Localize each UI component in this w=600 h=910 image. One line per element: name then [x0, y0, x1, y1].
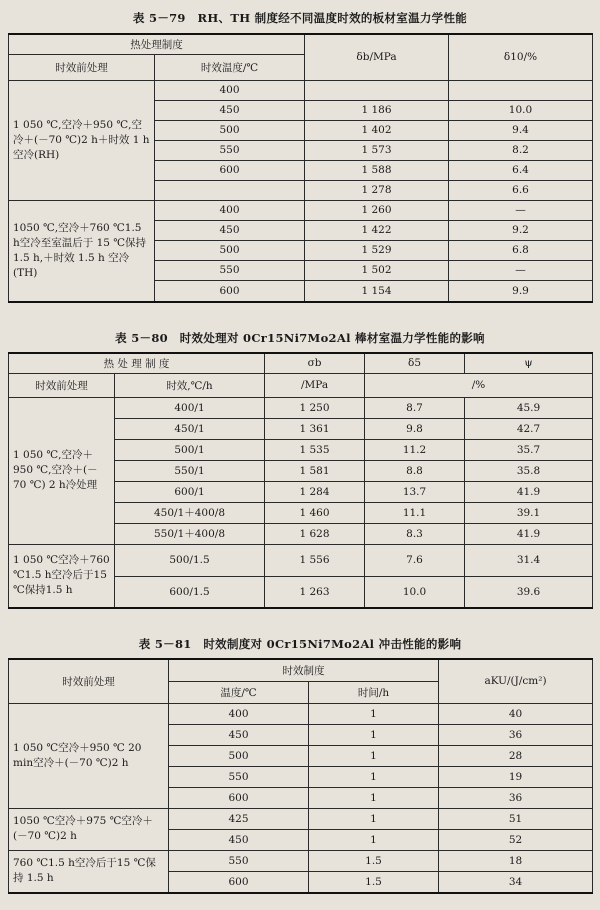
t79-cell-sb [305, 80, 449, 100]
t81-cell-temp: 550 [169, 766, 309, 787]
t80-cell-aging: 600/1 [115, 481, 265, 502]
t79-cell-temp: 550 [155, 140, 305, 160]
t79-cell-temp: 400 [155, 200, 305, 220]
t81-cell-temp: 450 [169, 724, 309, 745]
t81-cell-aku: 40 [439, 703, 593, 724]
t80-group-2: 1 050 ℃空冷＋760 ℃1.5 h空冷后于15 ℃保持1.5 h [9, 544, 115, 608]
t80-cell-aging: 400/1 [115, 397, 265, 418]
t81-cell-aku: 52 [439, 829, 593, 850]
t79-cell-d10: 6.4 [449, 160, 593, 180]
t81-cell-aku: 28 [439, 745, 593, 766]
t81-cell-time: 1.5 [309, 871, 439, 893]
t80-cell-sb: 1 535 [265, 439, 365, 460]
t79-cell-d10: 9.4 [449, 120, 593, 140]
t80-cell-psi: 45.9 [465, 397, 593, 418]
t81-cell-aku: 19 [439, 766, 593, 787]
t81-header-temp: 温度/℃ [169, 681, 309, 703]
t80-cell-d5: 13.7 [365, 481, 465, 502]
t81-cell-temp: 600 [169, 787, 309, 808]
t81-cell-temp: 400 [169, 703, 309, 724]
t79-cell-sb: 1 402 [305, 120, 449, 140]
t80-cell-d5: 7.6 [365, 544, 465, 576]
t79-cell-d10: 9.9 [449, 280, 593, 302]
t79-cell-sb: 1 529 [305, 240, 449, 260]
t79-cell-sb: 1 278 [305, 180, 449, 200]
t80-group-1: 1 050 ℃,空冷＋950 ℃,空冷＋(－70 ℃) 2 h冷处理 [9, 397, 115, 544]
t79-cell-temp: 450 [155, 100, 305, 120]
t80-cell-aging: 450/1 [115, 418, 265, 439]
t80-cell-sb: 1 581 [265, 460, 365, 481]
table-80-caption: 表 5－80 时效处理对 0Cr15Ni7Mo2Al 棒材室温力学性能的影响 [115, 331, 485, 345]
t81-header-time: 时间/h [309, 681, 439, 703]
t80-cell-psi: 42.7 [465, 418, 593, 439]
t79-cell-d10: 6.8 [449, 240, 593, 260]
t81-cell-aku: 36 [439, 724, 593, 745]
t79-group-rh: 1 050 ℃,空冷＋950 ℃,空冷＋(－70 ℃)2 h＋时效 1 h空冷(RH) [9, 80, 155, 200]
t80-cell-psi: 41.9 [465, 481, 593, 502]
t80-cell-aging: 500/1.5 [115, 544, 265, 576]
t80-cell-d5: 11.2 [365, 439, 465, 460]
t79-cell-temp: 550 [155, 260, 305, 280]
t80-cell-d5: 8.8 [365, 460, 465, 481]
t81-header-aku: aKU/(J/cm²) [439, 659, 593, 703]
t81-group-3: 760 ℃1.5 h空冷后于15 ℃保持 1.5 h [9, 850, 169, 893]
table-row [9, 397, 593, 418]
table-81-caption: 表 5－81 时效制度对 0Cr15Ni7Mo2Al 冲击性能的影响 [138, 637, 462, 651]
t79-cell-d10: — [449, 260, 593, 280]
t81-cell-aku: 18 [439, 850, 593, 871]
t81-cell-aku: 51 [439, 808, 593, 829]
t79-cell-d10: 10.0 [449, 100, 593, 120]
t81-cell-time: 1 [309, 724, 439, 745]
t80-cell-sb: 1 284 [265, 481, 365, 502]
t81-cell-time: 1 [309, 703, 439, 724]
t80-cell-sb: 1 556 [265, 544, 365, 576]
table-79-caption: 表 5－79 RH、TH 制度经不同温度时效的板材室温力学性能 [132, 11, 468, 25]
t81-header-aging: 时效制度 [169, 659, 439, 681]
t79-cell-d10: 6.6 [449, 180, 593, 200]
t80-cell-d5: 11.1 [365, 502, 465, 523]
t79-cell-d10: 9.2 [449, 220, 593, 240]
t79-cell-d10 [449, 80, 593, 100]
t80-header-pct: /% [365, 373, 593, 397]
t80-header-sb-unit: /MPa [265, 373, 365, 397]
t79-cell-temp: 500 [155, 120, 305, 140]
t80-cell-d5: 8.7 [365, 397, 465, 418]
t81-group-1: 1 050 ℃空冷＋950 ℃ 20 min空冷＋(－70 ℃)2 h [9, 703, 169, 808]
t81-header-pre: 时效前处理 [9, 659, 169, 703]
t79-cell-d10: — [449, 200, 593, 220]
t80-cell-aging: 600/1.5 [115, 576, 265, 608]
t81-cell-temp: 550 [169, 850, 309, 871]
t79-cell-temp: 500 [155, 240, 305, 260]
t79-cell-sb: 1 502 [305, 260, 449, 280]
t80-cell-psi: 35.8 [465, 460, 593, 481]
t80-header-sb: σb [265, 353, 365, 373]
t79-cell-temp: 400 [155, 80, 305, 100]
t81-group-2: 1050 ℃空冷＋975 ℃空冷＋(－70 ℃)2 h [9, 808, 169, 850]
table-80 [8, 352, 593, 609]
table-row [9, 544, 593, 576]
t79-cell-sb: 1 186 [305, 100, 449, 120]
t80-cell-sb: 1 460 [265, 502, 365, 523]
t81-cell-time: 1.5 [309, 850, 439, 871]
t79-cell-sb: 1 422 [305, 220, 449, 240]
t80-cell-psi: 35.7 [465, 439, 593, 460]
t79-cell-temp: 600 [155, 280, 305, 302]
t80-cell-aging: 500/1 [115, 439, 265, 460]
table-row [9, 703, 593, 724]
t81-cell-time: 1 [309, 787, 439, 808]
t80-cell-d5: 10.0 [365, 576, 465, 608]
t80-cell-aging: 550/1 [115, 460, 265, 481]
t79-cell-sb: 1 573 [305, 140, 449, 160]
t80-cell-d5: 9.8 [365, 418, 465, 439]
t79-header-treatment: 热处理制度 [9, 34, 305, 54]
t80-header-psi: ψ [465, 353, 593, 373]
t79-group-th: 1050 ℃,空冷＋760 ℃1.5 h空冷至室温后于 15 ℃保持1.5 h,＋时效 1.5 h 空冷(TH) [9, 200, 155, 302]
t80-cell-sb: 1 250 [265, 397, 365, 418]
t79-cell-temp [155, 180, 305, 200]
table-row [9, 808, 593, 829]
t80-cell-aging: 550/1＋400/8 [115, 523, 265, 544]
t81-cell-time: 1 [309, 766, 439, 787]
t81-cell-temp: 450 [169, 829, 309, 850]
table-81 [8, 658, 593, 894]
t81-cell-aku: 36 [439, 787, 593, 808]
t79-cell-sb: 1 588 [305, 160, 449, 180]
t79-cell-sb: 1 260 [305, 200, 449, 220]
t81-cell-time: 1 [309, 808, 439, 829]
t79-cell-sb: 1 154 [305, 280, 449, 302]
t81-cell-temp: 600 [169, 871, 309, 893]
t79-cell-temp: 450 [155, 220, 305, 240]
t80-header-aging: 时效,℃/h [115, 373, 265, 397]
t79-header-sb: δb/MPa [305, 34, 449, 80]
t80-header-pre: 时效前处理 [9, 373, 115, 397]
t79-header-pre: 时效前处理 [9, 54, 155, 80]
t80-cell-psi: 39.1 [465, 502, 593, 523]
table-79 [8, 33, 593, 303]
t81-cell-aku: 34 [439, 871, 593, 893]
t80-cell-psi: 41.9 [465, 523, 593, 544]
t80-cell-aging: 450/1＋400/8 [115, 502, 265, 523]
t81-cell-time: 1 [309, 745, 439, 766]
t80-cell-sb: 1 361 [265, 418, 365, 439]
t81-cell-temp: 425 [169, 808, 309, 829]
t81-cell-temp: 500 [169, 745, 309, 766]
t80-header-d5: δ5 [365, 353, 465, 373]
t80-cell-sb: 1 263 [265, 576, 365, 608]
t81-cell-time: 1 [309, 829, 439, 850]
t79-cell-temp: 600 [155, 160, 305, 180]
t80-header-treatment: 热 处 理 制 度 [9, 353, 265, 373]
t79-header-d10: δ10/% [449, 34, 593, 80]
t80-cell-sb: 1 628 [265, 523, 365, 544]
t79-header-temp: 时效温度/℃ [155, 54, 305, 80]
t80-cell-d5: 8.3 [365, 523, 465, 544]
t79-cell-d10: 8.2 [449, 140, 593, 160]
table-row [9, 850, 593, 871]
t80-cell-psi: 31.4 [465, 544, 593, 576]
t80-cell-psi: 39.6 [465, 576, 593, 608]
